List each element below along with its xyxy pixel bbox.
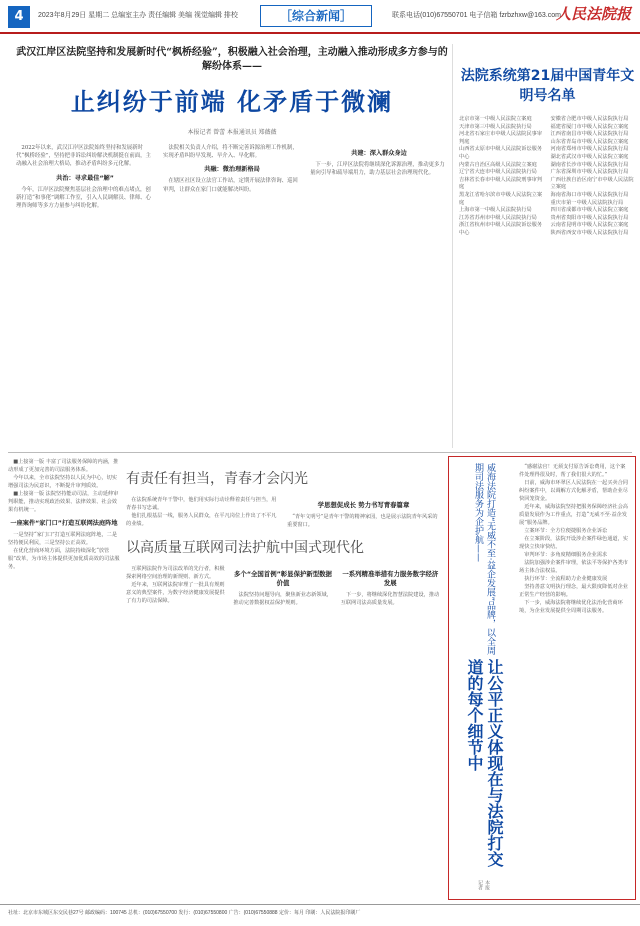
feature-body	[519, 463, 629, 893]
lead-col-3	[310, 144, 448, 210]
paragraph: 下一步，将继续深化智慧法院建设，推动互联网司法高质量发展。	[340, 592, 440, 606]
continuation-column	[8, 458, 120, 898]
paragraph: 今年以来，全市法院坚持以人民为中心，切实增强司法为民意识，不断提升审判质效。	[8, 475, 117, 489]
list-item: 海南省海口市中级人民法院执行局	[550, 191, 629, 198]
story1-title: 有责任有担当，青春才会闪光	[126, 471, 308, 487]
list-item: 重庆市第一中级人民法院执行局	[550, 199, 624, 206]
lead-title: 止纠纷于前端 化矛盾于微澜	[70, 88, 394, 116]
lead-col-1	[16, 144, 154, 210]
list-item: 安徽省合肥市中级人民法院执行局	[550, 116, 629, 122]
story2-col-2	[233, 565, 332, 607]
feature-headline	[455, 463, 513, 893]
contact-info: 联系电话(010)67550701 电子信箱 fzrbzhxw@163.com	[392, 12, 561, 19]
list-item: 河北省石家庄市中级人民法院民事审判庭	[459, 131, 543, 145]
paragraph: 在立案阶段，法院开设涉企案件绿色通道，实现快立快审快结。	[519, 536, 628, 550]
story1-col-1	[126, 496, 279, 529]
lead-story	[16, 44, 448, 448]
list-item: 北京市第一中级人民法院立案庭	[459, 116, 532, 122]
paragraph: 2022年以来，武汉江岸区法院始终坚持和发展新时代“枫桥经验”，坚持把非诉讼纠纷解决机制挺在前面，主动融入社会治理大格局，推动矛盾纠纷多元化解。	[16, 145, 151, 168]
lead-col-2	[163, 144, 301, 210]
lead-byline: 本报记者 曾蕾 本报通讯员 郑薇薇	[187, 130, 277, 136]
list-item: 浙江省杭州市中级人民法院诉讼服务中心	[459, 222, 543, 236]
subhead: 共融：微治理新格局	[204, 166, 260, 174]
list-item: 吉林省长春市中级人民法院刑事审判庭	[459, 176, 543, 191]
subhead: 共建：深入群众身边	[351, 150, 407, 157]
feature-kicker: 威海法院打造“无威不至·益企发展”品牌，以全周期司法服务为企护航——	[473, 463, 495, 656]
sidebar-title: 法院系统第21届中国青年文明号名单	[460, 68, 635, 104]
paragraph: “感谢法官！无须支付原告诉讼费用，这个案件处理得很及时，帮了我们很大的忙。”	[519, 464, 626, 478]
footer: 社址：北京市东城区东交民巷27号 邮政编码：100745 总机：(010)67550700 发行：(010)67550800 广告：(010)67550888 定价：每月 印刷：人民法院报印刷厂	[0, 904, 640, 926]
subhead: 学思想促成长 势力书写青春篇章	[317, 501, 410, 509]
list-item: 湖南省长沙市中级人民法院执行局	[550, 161, 629, 168]
list-item: 内蒙古自治区高级人民法院立案庭	[459, 161, 537, 168]
paragraph: 近年来，互联网法院审理了一批具有规则意义的典型案件，为数字经济健康发展提供了有力的司法保障。	[126, 582, 225, 604]
list-item: 辽宁省大连市中级人民法院执行局	[459, 169, 537, 176]
youth-list-sidebar	[452, 44, 636, 448]
paragraph: 在优化营商环境方面，法院持续深化“放管服”改革，为市场主体提供更加优质高效的司法服务。	[8, 548, 120, 570]
list-item: 湖北省武汉市中级人民法院立案庭	[550, 153, 629, 160]
paragraph: 一是坚持“家门口”打造互联网法庭阵地，二是坚持便民利民，三是坚持公正高效。	[8, 532, 118, 546]
paragraph: ■上接第一版 丰富了司法服务保障的内涵，推动形成了更加完善的司法服务体系。	[8, 459, 119, 473]
list-item: 贵州省贵阳市中级人民法院执行局	[550, 214, 629, 221]
feature-byline: 本报记者	[477, 879, 490, 890]
list-item: 广东省深圳市中级人民法院执行局	[550, 169, 629, 176]
story2-col-3	[341, 565, 440, 607]
list-item: 江苏省苏州市中级人民法院执行局	[459, 214, 537, 221]
list-item: 黑龙江省哈尔滨市中级人民法院立案庭	[459, 191, 543, 206]
list-item: 上海市第一中级人民法院执行局	[459, 207, 532, 214]
middle-stories	[126, 458, 440, 898]
paragraph: 日前，威海市环翠区人民法院在一起买卖合同纠纷案件中，以调解方式化解矛盾，帮助企业尽快回笼资金。	[519, 480, 628, 502]
paragraph: 立案环节：全方位便捷服务企业诉讼	[524, 528, 608, 534]
paragraph: 在法院系统青年干警中，他们用实际行动诠释着责任与担当，用青春书写忠诚。	[126, 497, 277, 511]
paragraph: 今年，江岸区法院聚焦基层社会治理中的难点堵点，创新打造“和事佬”调解工作室，引入人民调解员、律师、心理咨询师等多方力量参与纠纷化解。	[16, 186, 151, 210]
paragraph: “青年文明号”是青年干警的精神家园，也是展示法院青年风采的重要窗口。	[287, 514, 438, 528]
section-divider	[8, 452, 632, 453]
lead-columns	[16, 144, 448, 210]
paragraph: 下一步，江岸区法院将继续深化诉源治理，推动更多力量向引导和疏导端用力，助力基层社会治理现代化。	[310, 162, 445, 177]
story1-col-2	[287, 496, 440, 529]
paragraph: ■上接第一版 法院坚持能动司法，主动延伸审判职能，推动实现政治效果、法律效果、社会效果有机统一。	[8, 491, 119, 513]
paragraph: 互联网法院作为司法改革的先行者，积极探索网络空间治理的新规则、新方式。	[126, 566, 225, 580]
section-tag: ［综合新闻］	[260, 5, 372, 27]
lead-kicker: 武汉江岸区法院坚持和发展新时代“枫桥经验”，积极融入社会治理，主动融入推动形成多方参与的解纷体系——	[16, 47, 448, 72]
paper-logo: 人民法院报	[556, 5, 632, 23]
list-item: 福建省厦门市中级人民法院立案庭	[550, 123, 629, 130]
story1-body	[126, 496, 440, 529]
list-item: 山西省太原市中级人民法院诉讼服务中心	[459, 146, 543, 160]
paragraph: 下一步，威海法院将继续优化法治化营商环境，为企业发展提供全周期司法服务。	[519, 600, 623, 614]
masthead	[0, 0, 640, 34]
feature-title: 让公平正义体现在与法院打交道的每个细节中	[465, 658, 504, 867]
page-number: 4	[8, 6, 30, 28]
sidebar-list	[459, 116, 636, 238]
paragraph: 法院坚持问题导向，聚焦新业态新领域，推动完善数据权益保护规则。	[233, 592, 332, 606]
subhead: 一系列精准举措有力服务数字经济发展	[342, 570, 439, 587]
list-item: 广西壮族自治区南宁市中级人民法院立案庭	[550, 176, 634, 191]
list-item: 陕西省西安市中级人民法院执行局	[550, 229, 629, 236]
paragraph: 近年来，威海法院坚持把服务保障经济社会高质量发展作为工作重点，打造“无威不至·益企发展”服务品牌。	[519, 504, 628, 526]
paragraph: 坚持善意文明执行理念，最大限度降低对企业正常生产经营的影响。	[519, 584, 628, 598]
paragraph: 他们扎根基层一线，服务人民群众，在平凡岗位上作出了不平凡的业绩。	[126, 513, 277, 527]
story2-col-1	[126, 565, 225, 607]
list-item: 山东省青岛市中级人民法院立案庭	[550, 138, 629, 145]
subhead: 共治：寻求最佳“解”	[56, 174, 114, 182]
list-item: 四川省成都市中级人民法院立案庭	[550, 207, 629, 214]
list-item: 河南省郑州市中级人民法院执行局	[550, 146, 629, 153]
paragraph: 执行环节：全流程助力企业健康发展	[524, 576, 608, 582]
paragraph: 法院相关负责人介绍，将不断完善诉源治理工作机制，实现矛盾纠纷早发现、早介入、早化解。	[163, 145, 298, 160]
paragraph: 法院加强涉企案件审理，依法平等保护各类市场主体合法权益。	[519, 560, 628, 574]
list-item: 天津市第三中级人民法院执行局	[459, 123, 532, 130]
story2-title: 以高质量互联网司法护航中国式现代化	[126, 540, 364, 556]
story2-body	[126, 565, 440, 607]
list-item: 云南省昆明市中级人民法院立案庭	[550, 222, 629, 229]
subhead: 一座案件“家门口”打造互联网法庭阵地	[10, 520, 118, 527]
issue-info: 2023年8月29日 星期二 总编室主办 责任编辑 美编 视觉编辑 排校	[38, 12, 238, 19]
paragraph: 审判环节：多角度精细服务企业需求	[524, 552, 608, 558]
paragraph: 在辖区社区设立法官工作站，定期开展法律咨询、巡回审判，让群众在家门口就能解决纠纷。	[163, 178, 298, 193]
feature-story	[448, 456, 636, 900]
list-item: 江西省南昌市中级人民法院执行局	[550, 131, 629, 138]
subhead: 多个“全国首例”彰显保护新型数据价值	[234, 570, 332, 587]
